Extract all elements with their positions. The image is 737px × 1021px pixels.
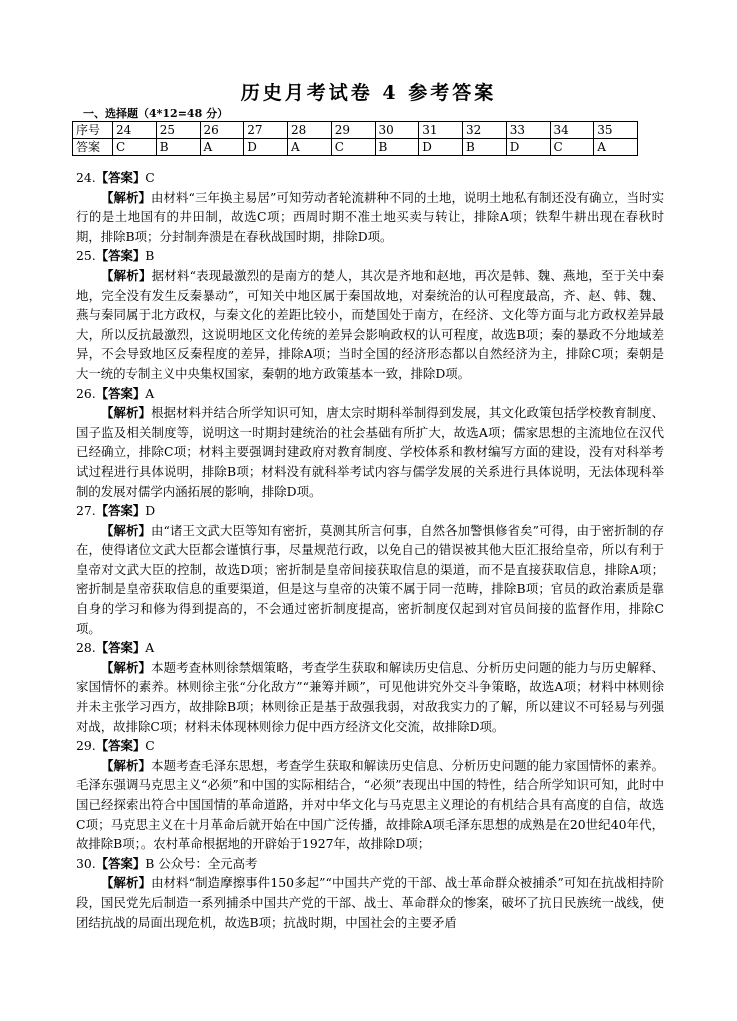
table-cell: D bbox=[419, 139, 463, 156]
answer-value: B bbox=[145, 248, 155, 264]
table-cell: A bbox=[594, 139, 638, 156]
answer-value: B 公众号：全元高考 bbox=[145, 855, 258, 871]
table-cell: C bbox=[550, 139, 594, 156]
page-title: 历史月考试卷 4 参考答案 bbox=[240, 82, 497, 104]
explanation-label: 【解析】 bbox=[101, 405, 152, 421]
explanation-paragraph bbox=[76, 266, 664, 384]
explanation-text: 据材料“表现最激烈的是南方的楚人，其次是齐地和赵地，再次是韩、魏、燕地，至于关中秦地，完全没有发生反秦暴动”，可知关中地区属于秦国故地，对秦统治的认可程度最高，齐、赵、韩、魏、燕与秦同属于北方政权，与秦文化的差距比较小，而楚国处于南方，在经济、文化等方面与北方政权差异最大，所以反抗最激烈，这说明地区文化传统的差异会影响政权的认可程度，故选B项；秦的暴政不分地域差异，不会导致地区反秦程度的差异，排除A项；当时全国的经济形态都以自然经济为主，排除C项；秦朝是大一统的专制主义中央集权国家，秦朝的地方政策基本一致，排除D项。 bbox=[76, 267, 664, 381]
table-cell: D bbox=[506, 139, 550, 156]
answer-line bbox=[76, 168, 664, 188]
answer-value: A bbox=[145, 385, 155, 401]
answer-label: 【答案】 bbox=[95, 170, 146, 185]
explanation-text: 由材料“三年换主易居”可知劳动者轮流耕种不同的土地，说明土地私有制还没有确立，当时实行的是土地国有的井田制，故选C项；西周时期不准土地买卖与转让，排除A项；铁犁牛耕出现在春秋时期，排除B项；分封制奔溃是在春秋战国时期，排除D项。 bbox=[76, 189, 665, 244]
explanation-label: 【解析】 bbox=[101, 875, 152, 891]
answer-line bbox=[76, 501, 664, 521]
explanation-paragraph bbox=[76, 873, 664, 932]
answer-line bbox=[76, 384, 664, 404]
explanation-paragraph bbox=[76, 756, 664, 854]
question-number: 29. bbox=[76, 738, 96, 754]
table-cell: 30 bbox=[375, 122, 419, 139]
answer-label: 【答案】 bbox=[95, 248, 146, 264]
explanation-text: 由“诸王文武大臣等知有密折，莫测其所言何事，自然各加警惧修省矣”可得，由于密折制的存在，使得诸位文武大臣都会谨慎行事，尽量规范行政，以免自己的错误被其他大臣汇报给皇帝，所以有利于皇帝对文武大臣的控制，故选D项；密折制是皇帝间接获取信息的渠道，而不是直接获取信息，排除A项；密折制是皇帝获取信息的重要渠道，但是这与皇帝的决策不属于同一范畴，排除B项；官员的政治素质是靠自身的学习和修为得到提高的，不会通过密折制度提高，密折制度仅起到对官员间接的监督作用，排除C项。 bbox=[76, 522, 665, 636]
table-cell: 34 bbox=[550, 122, 594, 139]
table-row-numbers bbox=[73, 122, 638, 139]
answer-value: C bbox=[145, 170, 155, 185]
table-cell: 31 bbox=[419, 122, 463, 139]
table-cell: C bbox=[113, 139, 157, 156]
explanation-paragraph bbox=[76, 521, 664, 639]
answer-line bbox=[76, 246, 664, 266]
table-cell: 26 bbox=[200, 122, 244, 139]
table-cell: A bbox=[200, 139, 244, 156]
table-cell: 27 bbox=[244, 122, 288, 139]
table-header-cell: 序号 bbox=[73, 122, 113, 139]
table-cell: B bbox=[156, 139, 200, 156]
question-number: 26. bbox=[76, 385, 96, 401]
table-cell: 25 bbox=[156, 122, 200, 139]
table-header-cell: 答案 bbox=[73, 139, 113, 156]
table-cell: 28 bbox=[288, 122, 332, 139]
table-cell: 35 bbox=[594, 122, 638, 139]
answer-value: D bbox=[145, 503, 156, 519]
table-cell: 24 bbox=[113, 122, 157, 139]
answer-label: 【答案】 bbox=[95, 738, 146, 754]
question-number: 24. bbox=[76, 170, 96, 185]
table-row-answers bbox=[73, 139, 638, 156]
answer-label: 【答案】 bbox=[95, 855, 146, 871]
explanation-paragraph bbox=[76, 188, 664, 247]
explanation-label: 【解析】 bbox=[101, 189, 152, 205]
table-cell: 32 bbox=[463, 122, 507, 139]
section-heading: 一、选择题（4*12=48 分） bbox=[83, 107, 229, 120]
answer-line bbox=[76, 736, 664, 756]
question-number: 28. bbox=[76, 640, 96, 656]
answer-value: C bbox=[145, 738, 155, 754]
question-number: 30. bbox=[76, 855, 96, 871]
table-cell: B bbox=[375, 139, 419, 156]
explanation-label: 【解析】 bbox=[101, 757, 152, 773]
answer-label: 【答案】 bbox=[95, 503, 146, 519]
question-number: 25. bbox=[76, 248, 96, 264]
table-cell: 33 bbox=[506, 122, 550, 139]
explanation-text: 根据材料并结合所学知识可知，唐太宗时期科举制得到发展，其文化政策包括学校教育制度、国子监及相关制度等，说明这一时期封建统治的社会基础有所扩大，故选A项；儒家思想的主流地位在汉代已经确立，排除C项；材料主要强调封建政府对教育制度、学校体系和教材编写方面的建设，没有对科举考试过程进行具体说明，排除B项；材料没有就科举考试内容与儒学发展的关系进行具体说明，无法体现科举制的发展对儒学内涵拓展的影响，排除D项。 bbox=[76, 405, 665, 499]
explanation-text: 由材料“制造摩擦事件150多起”“中国共产党的干部、战士革命群众被捕杀”可知在抗战相持阶段，国民党先后制造一系列捕杀中国共产党的干部、战士、革命群众的惨案，破坏了抗日民族统一战线，使团结抗战的局面出现危机，故选B项；抗战时期，中国社会的主要矛盾 bbox=[76, 875, 664, 930]
answer-line bbox=[76, 638, 664, 658]
explanation-paragraph bbox=[76, 658, 664, 736]
explanation-text: 本题考查毛泽东思想，考查学生获取和解读历史信息、分析历史问题的能力家国情怀的素养。毛泽东强调马克思主义“必须”和中国的实际相结合，“必须”表现出中国的特性，结合所学知识可知，此时中国已经探索出符合中国国情的革命道路，并对中华文化与马克思主义理论的有机结合具有高度的自信，故选C项；马克思主义在十月革命后就开始在中国广泛传播，故排除A项毛泽东思想的成熟是在20世纪40年代，故排除B项；。农村革命根据地的开辟始于1927年，故排除D项； bbox=[76, 757, 665, 852]
table-cell: B bbox=[463, 139, 507, 156]
question-number: 27. bbox=[76, 503, 96, 519]
table-cell: D bbox=[244, 139, 288, 156]
explanation-paragraph bbox=[76, 403, 664, 501]
answer-label: 【答案】 bbox=[95, 385, 146, 401]
explanations bbox=[76, 168, 664, 932]
explanation-text: 本题考查林则徐禁烟策略，考查学生获取和解读历史信息、分析历史问题的能力与历史解释、家国情怀的素养。林则徐主张“分化敌方”“兼筹并顾”，可见他讲究外交斗争策略，故选A项；材料中林则徐并未主张学习西方，故排除B项；林则徐正是基于敌强我弱，对敌我实力的了解，所以建议不可轻易与列强对战，故排除C项；材料未体现林则徐力促中西方经济文化交流，故排除D项。 bbox=[76, 659, 665, 734]
table-cell: A bbox=[288, 139, 332, 156]
answer-label: 【答案】 bbox=[95, 640, 146, 656]
answer-table bbox=[72, 121, 638, 156]
answer-line bbox=[76, 854, 664, 874]
explanation-label: 【解析】 bbox=[101, 267, 152, 283]
table-cell: C bbox=[331, 139, 375, 156]
explanation-label: 【解析】 bbox=[101, 522, 152, 538]
answer-value: A bbox=[145, 640, 155, 656]
explanation-label: 【解析】 bbox=[101, 659, 152, 675]
table-cell: 29 bbox=[331, 122, 375, 139]
